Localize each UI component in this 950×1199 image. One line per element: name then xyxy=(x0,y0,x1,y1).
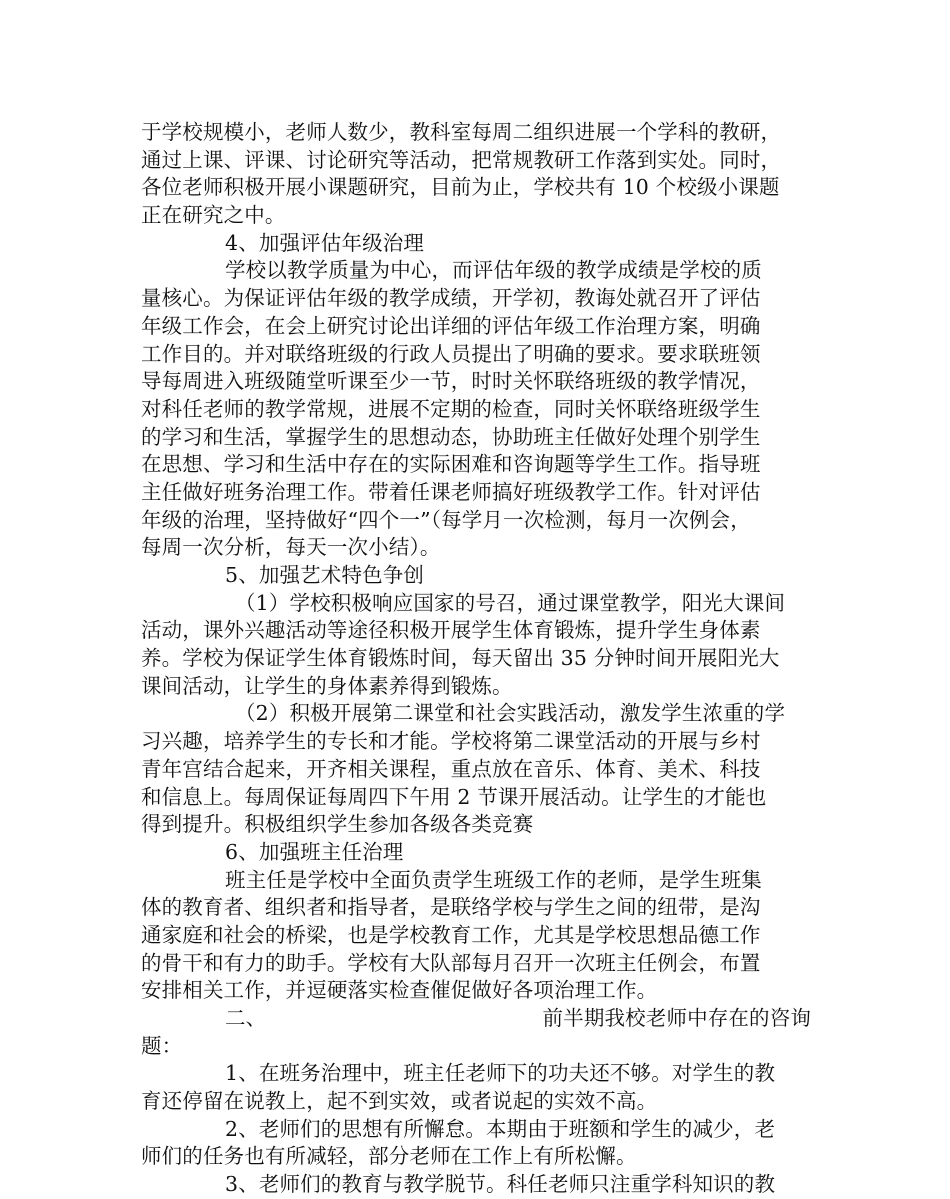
text-line: 年级工作会，在会上研究讨论出详细的评估年级工作治理方案，明确 xyxy=(141,313,761,338)
text-line: 养。学校为保证学生体育锻炼时间，每天留出 35 分钟时间开展阳光大 xyxy=(141,646,780,671)
text-line: 2、老师们的思想有所懈怠。本期由于班额和学生的减少，老 xyxy=(225,1116,776,1141)
text-line: 1、在班务治理中，班主任老师下的功夫还不够。对学生的教 xyxy=(225,1061,776,1086)
text-line: 习兴趣，培养学生的专长和才能。学校将第二课堂活动的开展与乡村 xyxy=(141,729,761,754)
section-number: 二、 xyxy=(225,1006,267,1030)
text-line: 的骨干和有力的助手。学校有大队部每月召开一次班主任例会，布置 xyxy=(141,950,761,975)
text-line: 安排相关工作，并逗硬落实检查催促做好各项治理工作。 xyxy=(141,978,658,1003)
text-line: 导每周进入班级随堂听课至少一节，时时关怀联络班级的教学情况， xyxy=(141,369,761,394)
text-line: 班主任是学校中全面负责学生班级工作的老师，是学生班集 xyxy=(225,867,762,892)
text-line: （1）学校积极响应国家的号召，通过课堂教学，阳光大课间 xyxy=(235,590,786,615)
text-line: （2）积极开展第二课堂和社会实践活动，激发学生浓重的学 xyxy=(235,701,786,726)
text-line: 育还停留在说教上，起不到实效，或者说起的实效不高。 xyxy=(141,1089,658,1114)
section-heading-6: 6、加强班主任治理 xyxy=(225,839,404,864)
text-line: 课间活动，让学生的身体素养得到锻炼。 xyxy=(141,673,513,698)
text-line: 青年宫结合起来，开齐相关课程，重点放在音乐、体育、美术、科技 xyxy=(141,756,761,781)
section-heading-5: 5、加强艺术特色争创 xyxy=(225,563,425,587)
text-line: 量核心。为保证评估年级的教学成绩，开学初，教诲处就召开了评估 xyxy=(141,286,761,311)
text-line: 活动，课外兴趣活动等途径积极开展学生体育锻炼，提升学生身体素 xyxy=(141,618,761,643)
document-body xyxy=(141,119,811,1199)
text-line: 得到提升。积极组织学生参加各级各类竞赛 xyxy=(141,812,534,837)
text-line: 各位老师积极开展小课题研究，目前为止，学校共有 10 个校级小课题 xyxy=(141,175,780,200)
text-line: 通过上课、评课、讨论研究等活动，把常规教研工作落到实处。同时， xyxy=(141,147,782,172)
text-line: 的学习和生活，掌握学生的思想动态，协助班主任做好处理个别学生 xyxy=(141,424,761,449)
text-line: 3、老师们的教育与教学脱节。科任老师只注重学科知识的教 xyxy=(225,1172,776,1197)
section-heading-4: 4、加强评估年级治理 xyxy=(225,230,425,255)
text-line: 主任做好班务治理工作。带着任课老师搞好班级教学工作。针对评估 xyxy=(141,479,761,504)
text-line: 正在研究之中。 xyxy=(141,203,286,228)
text-line: 体的教育者、组织者和指导者，是联络学校与学生之间的纽带，是沟 xyxy=(141,895,761,920)
text-line: 通家庭和社会的桥梁，也是学校教育工作，尤其是学校思想品德工作 xyxy=(141,922,761,947)
text-line: 对科任老师的教学常规，进展不定期的检查，同时关怀联络班级学生 xyxy=(141,396,761,421)
text-line: 每周一次分析，每天一次小结）。 xyxy=(141,535,441,560)
text-line: 师们的任务也有所减轻，部分老师在工作上有所松懈。 xyxy=(141,1144,637,1169)
text-line: 于学校规模小，老师人数少，教科室每周二组织进展一个学科的教研， xyxy=(141,120,782,144)
text-line: 年级的治理，坚持做好“四个一”（每学月一次检测，每月一次例会， xyxy=(141,507,751,532)
text-line: 工作目的。并对联络班级的行政人员提出了明确的要求。要求联班领 xyxy=(141,341,761,366)
section-title: 前半期我校老师中存在的咨询 xyxy=(542,1006,811,1030)
text-line: 和信息上。每周保证每周四下午用 2 节课开展活动。让学生的才能也 xyxy=(141,784,767,809)
section-heading-2 xyxy=(141,1005,811,1033)
text-line: 学校以教学质量为中心，而评估年级的教学成绩是学校的质 xyxy=(225,258,762,283)
text-line: 在思想、学习和生活中存在的实际困难和咨询题等学生工作。指导班 xyxy=(141,452,761,477)
text-line: 题： xyxy=(141,1033,183,1058)
